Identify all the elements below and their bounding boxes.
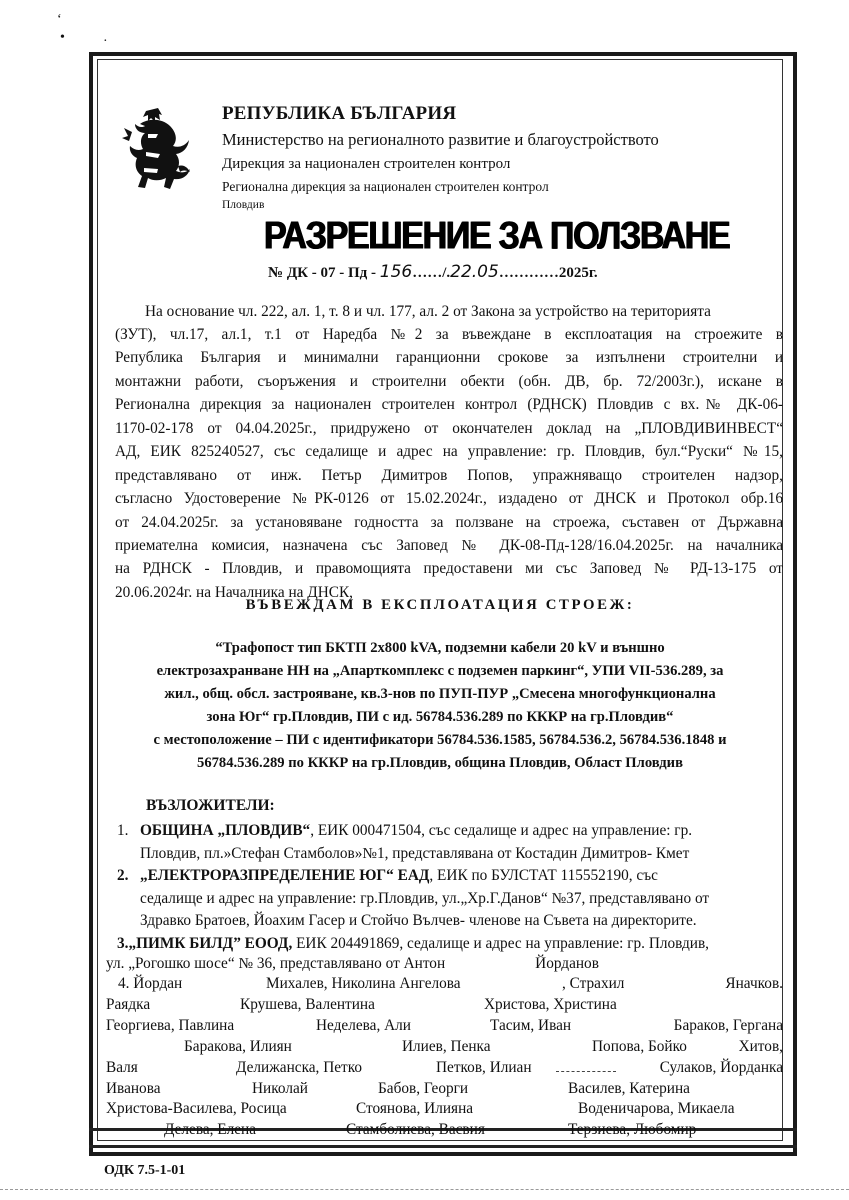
body-line: приемателна комисия, назначена със Заповед № ДК-08-Пд-128/16.04.2025г. на началника (115, 537, 783, 554)
assignor-2-line2: седалище и адрес на управление: гр.Пловдив, ул.„Хр.Г.Данов“ №37, представлявано от (140, 890, 710, 907)
scan-edge-line (0, 1189, 849, 1190)
body-line: на РДНСК - Пловдив, и правомощията предоставени ми със Заповед № РД-13-175 от (115, 560, 783, 577)
object-line: зона Юг“ гр.Пловдив, ПИ с ид. 56784.536.289 по КККР на гр.Пловдив“ (206, 709, 674, 725)
assignors-heading: ВЪЗЛОЖИТЕЛИ: (146, 797, 275, 814)
assignor-1-name: ОБЩИНА „ПЛОВДИВ“ (139, 822, 311, 839)
assignor-2: 2. „ЕЛЕКТРОРАЗПРЕДЕЛЕНИЕ ЮГ“ ЕАД, ЕИК по БУЛСТАТ 115552190, със (117, 867, 658, 884)
scan-mark: • (60, 30, 65, 45)
assignor-1: 1. ОБЩИНА „ПЛОВДИВ“, ЕИК 000471504, със седалище и адрес на управление: гр. (117, 822, 693, 839)
assignor-2-name: „ЕЛЕКТРОРАЗПРЕДЕЛЕНИЕ ЮГ“ ЕАД (139, 867, 430, 884)
assignor-3-name: 3.„ПИМК БИЛД” ЕООД, (117, 935, 293, 952)
assignor-3: 3.„ПИМК БИЛД” ЕООД, ЕИК 204491869, седалище и адрес на управление: гр. Пловдив, (117, 935, 710, 952)
object-line: “Трафопост тип БКТП 2х800 kVA, подземни кабели 20 kV и външно (215, 640, 665, 656)
coat-of-arms-lion-icon (118, 104, 198, 196)
object-line: електрозахранване НН на „Апарткомплекс с подземен паркинг“, УПИ VII-536.289, за (156, 663, 724, 679)
object-line: жил., общ. обсл. застрояване, кв.3-нов по ПУП-ПУР „Смесена многофункционална (164, 686, 716, 702)
header-directorate: Дирекция за национален строителен контрол (222, 156, 511, 172)
handwritten-date: 22.05 (450, 262, 499, 282)
assignor-2-line3: Здравко Братоев, Йоахим Гасер и Стойчо Вълчев- членове на Съвета на директорите. (140, 912, 697, 929)
header-city: Пловдив (222, 199, 265, 211)
footer-code: ОДК 7.5-1-01 (104, 1163, 186, 1178)
scan-mark: ‘ (57, 12, 62, 27)
body-line: представлявано от инж. Петър Димитров Попов, упражняващо строителен надзор, (115, 467, 783, 484)
handwritten-number: 156 (379, 262, 413, 282)
body-line: монтажни работи, съоръжения и строителни обекти (обн. ДВ, бр. 72/2003г.), искане в (115, 373, 783, 390)
document-number: № ДК - 07 - Пд - 156……/.22.05…………2025г. (268, 262, 598, 282)
assignor-3-line2: ул. „Рогошко шосе“ № 36, представлявано от Антон Йорданов (106, 955, 599, 972)
body-line: 1170-02-178 от 04.04.2025г., придружено от окончателен доклад на „ПЛОВДИВИНВЕСТ“ (115, 420, 783, 437)
body-line: съгласно Удостоверение №РК-0126 от 15.02.2024г., издадено от ДНСК и Протокол обр.16 (115, 490, 783, 507)
scan-mark: · (103, 34, 108, 49)
body-line: 20.06.2024г. на Началника на ДНСК, (115, 584, 354, 601)
number-separator: / (442, 265, 447, 281)
body-line: от 24.04.2025г. за установяване годността за ползване на строежа, съставен от Държавна (115, 514, 783, 531)
introduce-heading: ВЪВЕЖДАМ В ЕКСПЛОАТАЦИЯ СТРОЕЖ: (245, 597, 635, 613)
header-ministry: Министерство на регионалното развитие и благоустройството (222, 130, 659, 149)
redaction-mark (556, 1063, 616, 1072)
body-line: АД, ЕИК 825240527, със седалище и адрес на управление: гр. Пловдив, бул.“Руски“ №15, (115, 443, 783, 460)
body-line: (ЗУТ), чл.17, ал.1, т.1 от Наредба №2 за въвеждане в експлоатация на строежите в (115, 326, 783, 343)
object-line: 56784.536.289 по КККР на гр.Пловдив, община Пловдив, Област Пловдив (197, 755, 683, 771)
body-line: Регионална дирекция за национален строителен контрол (РДНСК) Пловдив с вх.№ ДК-06- (115, 396, 783, 413)
header-regional-directorate: Регионална дирекция за национален строителен контрол (222, 179, 549, 194)
object-line: с местоположение – ПИ с идентификатори 56784.536.1585, 56784.536.2, 56784.536.1848 и (153, 732, 727, 748)
number-year: 2025г. (558, 265, 598, 281)
document-title: РАЗРЕШЕНИЕ ЗА ПОЛЗВАНЕ (264, 214, 730, 258)
assignor-1-line2: Пловдив, пл.»Стефан Стамболов»№1, представлявана от Костадин Димитров- Кмет (140, 845, 690, 862)
body-line: Република България и минимални гаранционни срокове за изпълнени строителни и (115, 349, 783, 366)
number-prefix: № ДК - 07 - Пд - (268, 265, 380, 281)
header-republic: РЕПУБЛИКА БЪЛГАРИЯ (222, 103, 457, 124)
body-line: На основание чл. 222, ал. 1, т. 8 и чл. 177, ал. 2 от Закона за устройство на територията (145, 303, 711, 320)
